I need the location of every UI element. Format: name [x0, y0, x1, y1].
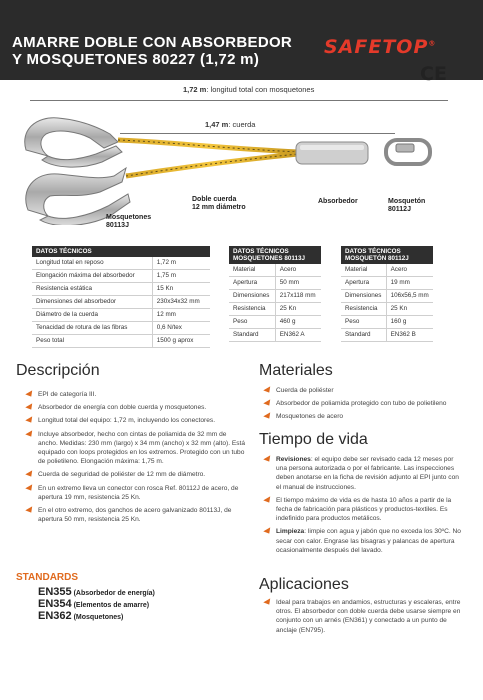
list-item: Longitud total del equipo: 1,72 m, incluyendo los conectores. [26, 416, 246, 425]
spec-label: Resistencia [341, 303, 386, 316]
spec-label: Standard [229, 329, 275, 342]
product-title-line2: Y MOSQUETONES 80227 (1,72 m) [12, 51, 260, 68]
table-row [32, 283, 210, 296]
spec-value: 1,75 m [152, 270, 210, 283]
descripcion-list [26, 390, 246, 528]
table-row [32, 270, 210, 283]
table-row [229, 316, 321, 329]
spec-value: 50 mm [275, 277, 321, 290]
list-item: Mosquetones de acero [264, 412, 464, 421]
absorber-label: Absorbedor [318, 198, 358, 205]
list-item: En el otro extremo, dos ganchos de acero galvanizado 80113J, de apertura 50 mm, resistencia 25 Kn. [26, 506, 246, 524]
materiales-list [264, 386, 464, 426]
spec-value: 0,6 N/tex [152, 322, 210, 335]
spec-value: 15 Kn [152, 283, 210, 296]
table-row [229, 264, 321, 277]
tiempo-list [264, 455, 464, 559]
spec-label: Longitud total en reposo [32, 257, 152, 270]
tiempo-heading: Tiempo de vida [259, 431, 368, 448]
table-row [229, 277, 321, 290]
spec-label: Elongación máxima del absorbedor [32, 270, 152, 283]
spec-label: Standard [341, 329, 386, 342]
standard-item: EN362 (Mosquetones) [38, 610, 124, 622]
aplicaciones-list [264, 598, 464, 639]
upper-hook [25, 118, 122, 167]
table-row [341, 316, 433, 329]
lower-rope [126, 154, 298, 176]
list-item: Absorbedor de poliamida protegido con tubo de polietileno [264, 399, 464, 408]
table-row [341, 329, 433, 342]
table-row [341, 290, 433, 303]
spec-value: 19 mm [386, 277, 433, 290]
spec-value: 12 mm [152, 309, 210, 322]
table-row [341, 303, 433, 316]
table-header: DATOS TÉCNICOS [32, 246, 210, 257]
carabiner-label: Mosquetón 80112J [388, 198, 426, 213]
spec-label: Dimensiones [341, 290, 386, 303]
safetop-logo: SAFETOP® [324, 36, 437, 58]
spec-value: Acero [275, 264, 321, 277]
product-title-line1: AMARRE DOBLE CON ABSORBEDOR [12, 34, 293, 51]
spec-value: 217x118 mm [275, 290, 321, 303]
table-row [32, 257, 210, 270]
spec-label: Apertura [341, 277, 386, 290]
spec-value: 25 Kn [386, 303, 433, 316]
ce-mark: CE [420, 63, 447, 85]
table-row [341, 277, 433, 290]
spec-label: Material [229, 264, 275, 277]
spec-value: EN362 A [275, 329, 321, 342]
total-length-line [30, 100, 448, 101]
hooks-label: Mosquetones 80113J [106, 214, 152, 229]
list-item: En un extremo lleva un conector con rosca Ref. 80112J de acero, de apertura 19 mm, resistencia 25 Kn. [26, 484, 246, 502]
table-row [32, 335, 210, 348]
standard-item: EN355 (Absorbedor de energía) [38, 586, 155, 598]
table-row [32, 309, 210, 322]
carabiner-specs-table [341, 246, 433, 342]
table-header: DATOS TÉCNICOS MOSQUETÓN 80112J [341, 246, 433, 264]
spec-label: Resistencia estática [32, 283, 152, 296]
spec-value: EN362 B [386, 329, 433, 342]
spec-value: 1500 g aprox [152, 335, 210, 348]
spec-label: Peso [229, 316, 275, 329]
descripcion-heading: Descripción [16, 362, 100, 379]
spec-value: Acero [386, 264, 433, 277]
carabiner [386, 140, 430, 164]
spec-value: 1,72 m [152, 257, 210, 270]
table-row [32, 296, 210, 309]
spec-label: Material [341, 264, 386, 277]
list-item: Revisiones: el equipo debe ser revisado cada 12 meses por una persona autorizada o por el fabricante. Las inspecciones deben anotarse en la ficha de revisión adjunto al EPI junto con el manual de instrucciones. [264, 455, 464, 492]
spec-label: Peso total [32, 335, 152, 348]
table-row [229, 290, 321, 303]
list-item: EPI de categoría III. [26, 390, 246, 399]
spec-value: 460 g [275, 316, 321, 329]
spec-value: 106x56,5 mm [386, 290, 433, 303]
spec-value: 160 g [386, 316, 433, 329]
list-item: Absorbedor de energía con doble cuerda y mosquetones. [26, 403, 246, 412]
list-item: Cuerda de seguridad de poliéster de 12 mm de diámetro. [26, 470, 246, 479]
total-length-label: 1,72 m: longitud total con mosquetones [183, 85, 315, 94]
table-row [229, 303, 321, 316]
spec-label: Tenacidad de rotura de las fibras [32, 322, 152, 335]
table-row [341, 264, 433, 277]
materiales-heading: Materiales [259, 362, 333, 379]
standard-item: EN354 (Elementos de amarre) [38, 598, 150, 610]
cord-length-label: 1,47 m: cuerda [205, 120, 256, 129]
hooks-specs-table [229, 246, 321, 342]
aplicaciones-heading: Aplicaciones [259, 576, 349, 593]
list-item: Ideal para trabajos en andamios, estructuras y escaleras, entre otros. El absorbedor con doble cuerda debe usarse siempre en conjunto con un arnés (EN361) y conectado a un punto de anclaje (EN795). [264, 598, 464, 635]
list-item: Cuerda de poliéster [264, 386, 464, 395]
spec-value: 25 Kn [275, 303, 321, 316]
table-header: DATOS TÉCNICOS MOSQUETONES 80113J [229, 246, 321, 264]
list-item: Incluye absorbedor, hecho con cintas de poliamida de 32 mm de ancho. Medidas: 230 mm (largo) x 34 mm (ancho) x 32 mm (alto). Está equipado con loops protegidos en los extremos. Protegido con un tubo de polietileno. Elongación máxima: 1,75 m. [26, 430, 246, 467]
table-row [229, 329, 321, 342]
list-item: Limpieza: limpie con agua y jabón que no exceda los 30ºC. No secar con calor. Engrase las bisagras y palancas de apertura ocasionalmente después del lavado. [264, 527, 464, 555]
table-row [32, 322, 210, 335]
list-item: El tiempo máximo de vida es de hasta 10 años a partir de la fecha de fabricación para plásticos y productos-textiles. Es indefinido para productos metálicos. [264, 496, 464, 524]
spec-label: Dimensiones del absorbedor [32, 296, 152, 309]
spec-value: 230x34x32 mm [152, 296, 210, 309]
spec-label: Peso [341, 316, 386, 329]
standards-heading: STANDARDS [16, 572, 79, 583]
spec-label: Dimensiones [229, 290, 275, 303]
spec-label: Apertura [229, 277, 275, 290]
spec-label: Resistencia [229, 303, 275, 316]
general-specs-table [32, 246, 210, 348]
cord-label: Doble cuerda 12 mm diámetro [192, 196, 246, 211]
spec-label: Diámetro de la cuerda [32, 309, 152, 322]
